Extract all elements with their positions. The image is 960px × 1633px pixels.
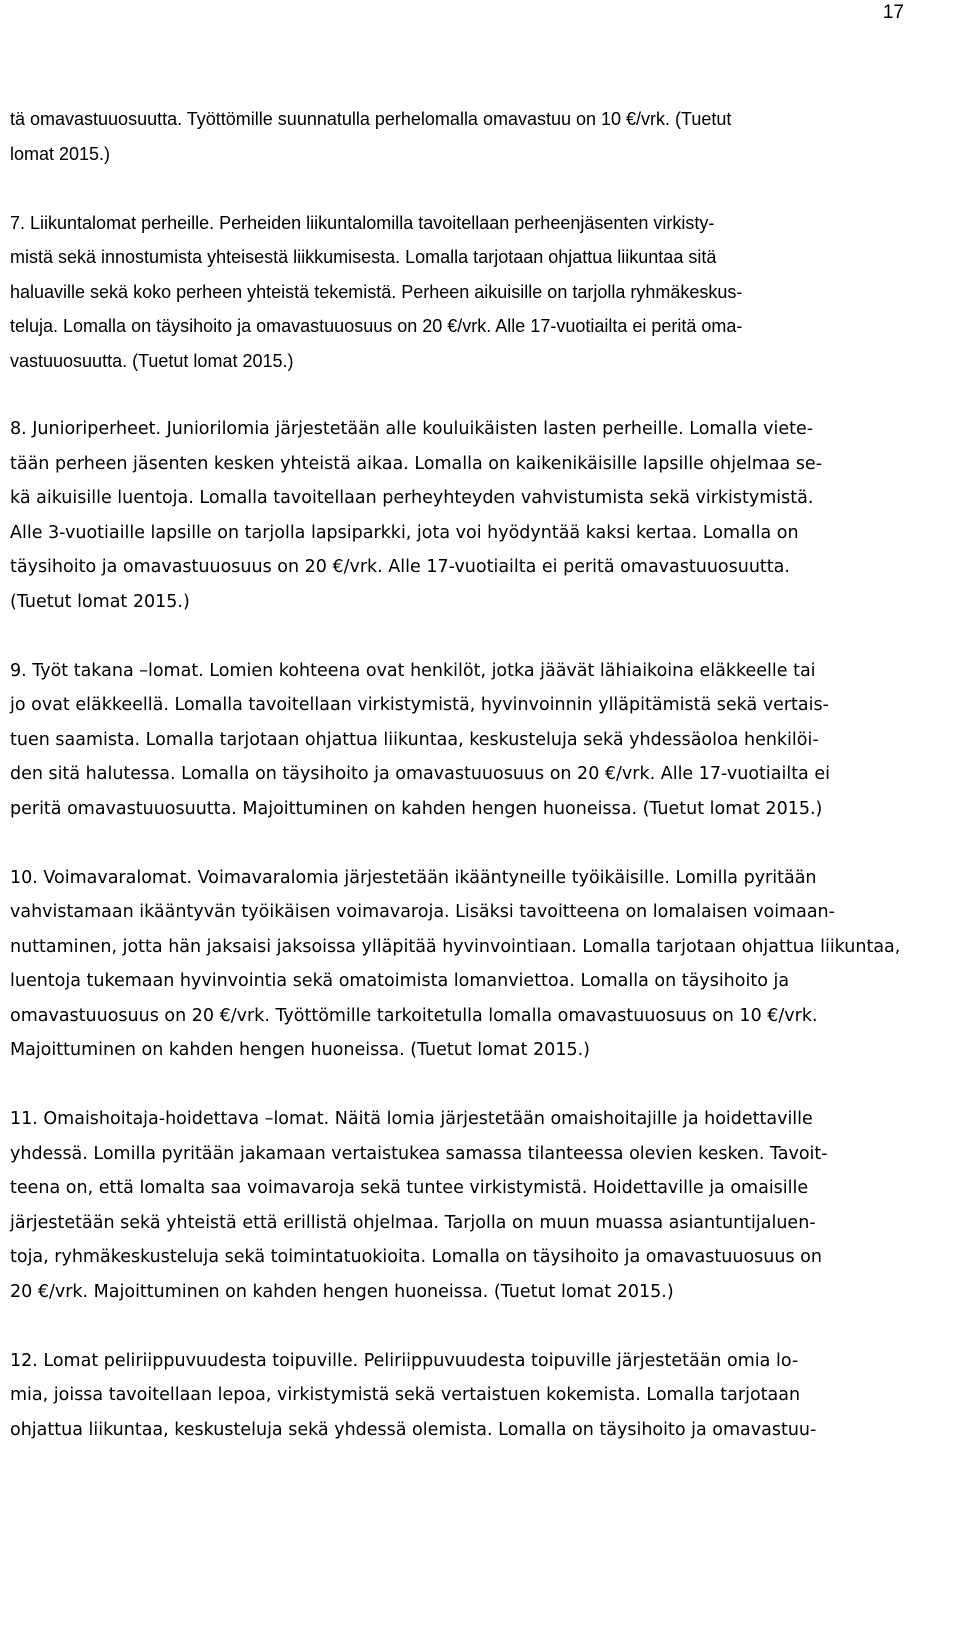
paragraph-item-12: 12. Lomat peliriippuvuudesta toipuville. Peliriippuvuudesta toipuville järjestetään omia lo- mia, joissa tavoitellaan lepoa, virkistymistä sekä vertaistuen kokemista. Lomalla tarjotaan ohjattua liikuntaa, keskusteluja sekä yhdessä olemista. Lomalla on täysihoito ja omavastuu- <box>10 1350 817 1440</box>
page-number: 17 <box>882 2 904 23</box>
paragraph-intro: tä omavastuuosuutta. Työttömille suunnatulla perhelomalla omavastuu on 10 €/vrk. (Tuetut lomat 2015.) <box>10 109 732 164</box>
paragraph-item-11: 11. Omaishoitaja-hoidettava –lomat. Näitä lomia järjestetään omaishoitajille ja hoidettaville yhdessä. Lomilla pyritään jakamaan vertaistukea samassa tilanteessa olevien kesken. Tavoit- teena on, että lomalta saa voimavaroja sekä tuntee virkistymistä. Hoidettaville ja omaisille järjestetään sekä yhteistä että erillistä ohjelmaa. Tarjolla on muun muassa asiantuntijaluen- toja, ryhmäkeskusteluja sekä toimintatuokioita. Lomalla on täysihoito ja omavastuuosuus on 20 €/vrk. Majoittuminen on kahden hengen huoneissa. (Tuetut lomat 2015.) <box>10 1109 828 1302</box>
paragraph-item-7: 7. Liikuntalomat perheille. Perheiden liikuntalomilla tavoitellaan perheenjäsenten virkisty- mistä sekä innostumista yhteisestä liikkumisesta. Lomalla tarjotaan ohjattua liikuntaa sitä haluaville sekä koko perheen yhteistä tekemistä. Perheen aikuisille on tarjolla ryhmäkeskus- teluja. Lomalla on täysihoito ja omavastuuosuus on 20 €/vrk. Alle 17-vuotiailta ei peritä oma- vastuuosuutta. (Tuetut lomat 2015.) <box>10 212 743 371</box>
paragraph-item-8: 8. Junioriperheet. Juniorilomia järjestetään alle kouluikäisten lasten perheille. Lomalla viete- tään perheen jäsenten kesken yhteistä aikaa. Lomalla on kaikenikäisille lapsille ohjelmaa se- kä aikuisille luentoja. Lomalla tavoitellaan perheyhteyden vahvistumista sekä virkistymistä. Alle 3-vuotiaille lapsille on tarjolla lapsiparkki, jota voi hyödyntää kaksi kertaa. Lomalla on täysihoito ja omavastuuosuus on 20 €/vrk. Alle 17-vuotiailta ei peritä omavastuuosuutta. (Tuetut lomat 2015.) <box>10 419 823 612</box>
paragraph-item-9: 9. Työt takana –lomat. Lomien kohteena ovat henkilöt, jotka jäävät lähiaikoina eläkkeelle tai jo ovat eläkkeellä. Lomalla tavoitellaan virkistymistä, hyvinvoinnin ylläpitämistä sekä vertais- tuen saamista. Lomalla tarjotaan ohjattua liikuntaa, keskusteluja sekä yhdessäoloa henkilöi- den sitä halutessa. Lomalla on täysihoito ja omavastuuosuus on 20 €/vrk. Alle 17-vuotiailta ei peritä omavastuuosuutta. Majoittuminen on kahden hengen huoneissa. (Tuetut lomat 2015.) <box>10 660 830 819</box>
document-body <box>10 102 930 1482</box>
paragraph-item-10: 10. Voimavaralomat. Voimavaralomia järjestetään ikääntyneille työikäisille. Lomilla pyritään vahvistamaan ikääntyvän työikäisen voimavaroja. Lisäksi tavoitteena on lomalaisen voimaan- nuttaminen, jotta hän jaksaisi jaksoissa ylläpitää hyvinvointiaan. Lomalla tarjotaan ohjattua liikuntaa, luentoja tukemaan hyvinvointia sekä omatoimista lomanviettoa. Lomalla on täysihoito ja omavastuuosuus on 20 €/vrk. Työttömille tarkoitetulla lomalla omavastuuosuus on 10 €/vrk. Majoittuminen on kahden hengen huoneissa. (Tuetut lomat 2015.) <box>10 867 901 1060</box>
